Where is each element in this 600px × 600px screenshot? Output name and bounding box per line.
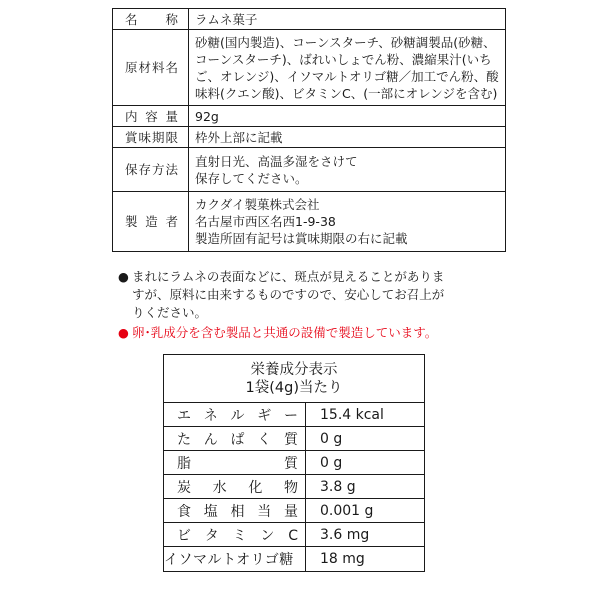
note-line: すが、原料に由来するものですので、安心してお召上が: [132, 287, 445, 302]
nutrition-row: [164, 523, 425, 547]
info-row-maker: [113, 192, 506, 252]
storage-line: 保存してください。: [195, 170, 308, 186]
nutrient-value: 0.001 g: [306, 499, 425, 523]
ingredients-line: コーンスターチ)、ばれいしょでん粉、濃縮果汁(いち: [195, 51, 492, 67]
ingredients-line: ご、オレンジ)、イソマルトオリゴ糖／加工でん粉、酸: [195, 68, 499, 84]
nutrition-table: [163, 354, 425, 572]
maker-value: [189, 192, 506, 252]
note-allergen-spots: [118, 268, 498, 322]
nutrient-name: 食塩相当量: [164, 499, 306, 523]
note-line: りください。: [132, 305, 208, 320]
nutrition-row: [164, 451, 425, 475]
content-label: 内容量: [113, 106, 189, 127]
info-row-name: [113, 9, 506, 30]
info-row-storage: [113, 148, 506, 192]
nutrition-row: [164, 499, 425, 523]
note-line: 卵･乳成分を含む製品と共通の設備で製造しています。: [132, 325, 438, 340]
info-row-expiry: [113, 127, 506, 148]
expiry-label: 賞味期限: [113, 127, 189, 148]
note-line: まれにラムネの表面などに、斑点が見えることがありま: [132, 269, 445, 284]
ingredients-label: 原材料名: [113, 30, 189, 106]
nutrient-value: 0 g: [306, 427, 425, 451]
nutrient-value: 15.4 kcal: [306, 403, 425, 427]
storage-line: 直射日光、高温多湿をさけて: [195, 153, 358, 169]
nutrition-title: 栄養成分表示: [250, 361, 338, 378]
product-info-table: [112, 8, 506, 252]
note-allergen-facility: [118, 324, 498, 342]
expiry-value: 枠外上部に記載: [189, 127, 506, 148]
nutrient-value: 3.6 mg: [306, 523, 425, 547]
bullet-icon: ●: [118, 325, 129, 340]
maker-line: カクダイ製菓株式会社: [195, 197, 320, 212]
nutrient-name: 炭水化物: [164, 475, 306, 499]
nutrient-value: 18 mg: [306, 547, 425, 572]
nutrition-header: [164, 355, 425, 403]
nutrition-header-row: [164, 355, 425, 403]
info-row-content: [113, 106, 506, 127]
nutrient-name: ビタミンC: [164, 523, 306, 547]
notes: [118, 268, 498, 342]
nutrient-name: エネルギー: [164, 403, 306, 427]
nutrient-name: イソマルトオリゴ糖: [164, 547, 306, 572]
info-row-ingredients: [113, 30, 506, 106]
nutrition-per-serving: 1袋(4g)当たり: [245, 379, 343, 396]
ingredients-value: [189, 30, 506, 106]
name-value: ラムネ菓子: [189, 9, 506, 30]
ingredients-line: 味料(クエン酸)、ビタミンC、(一部にオレンジを含む): [195, 85, 498, 101]
maker-label: 製造者: [113, 192, 189, 252]
name-label: 名称: [113, 9, 189, 30]
storage-value: [189, 148, 506, 192]
nutrition-row: [164, 403, 425, 427]
nutrient-value: 0 g: [306, 451, 425, 475]
nutrient-name: 脂質: [164, 451, 306, 475]
bullet-icon: ●: [118, 269, 129, 284]
ingredients-line: 砂糖(国内製造)、コーンスターチ、砂糖調製品(砂糖、: [195, 34, 496, 50]
nutrition-row: [164, 427, 425, 451]
content-value: 92g: [189, 106, 506, 127]
maker-line: 名古屋市西区名西1-9-38: [195, 214, 336, 229]
storage-label: 保存方法: [113, 148, 189, 192]
nutrition-row: [164, 475, 425, 499]
nutrient-value: 3.8 g: [306, 475, 425, 499]
nutrient-name: たんぱく質: [164, 427, 306, 451]
nutrition-row: [164, 547, 425, 572]
maker-line: 製造所固有記号は賞味期限の右に記載: [195, 231, 408, 246]
